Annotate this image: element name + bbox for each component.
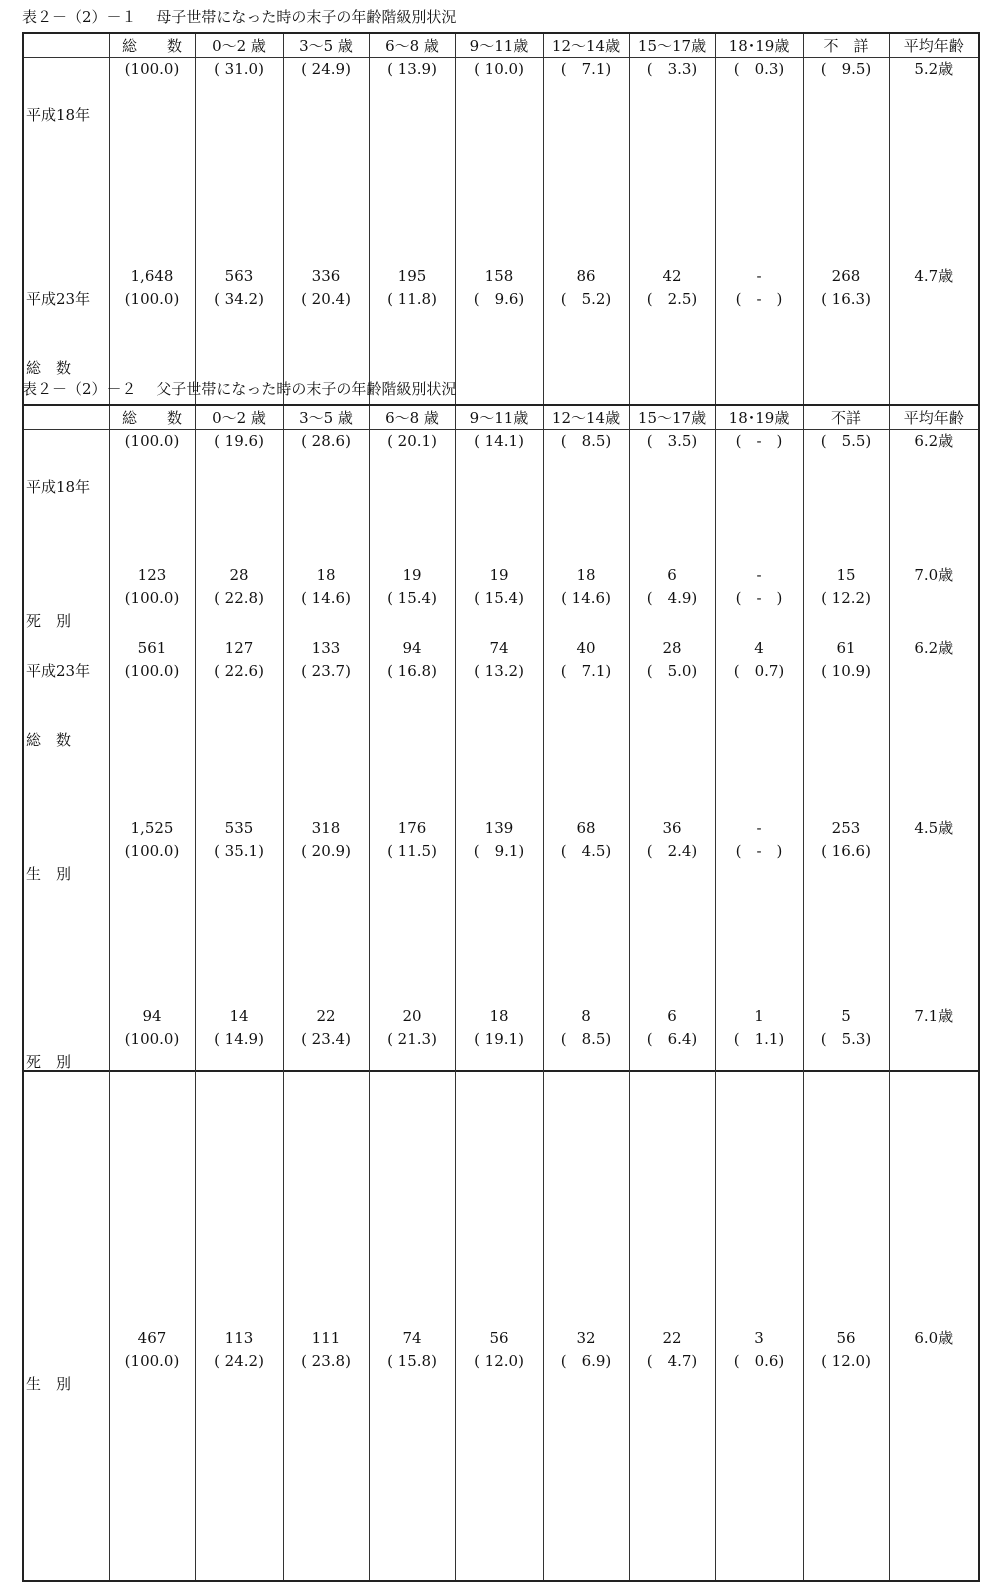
count-value: 74 — [489, 639, 509, 657]
header-cell: 平均年齢 — [889, 405, 979, 430]
data-cell — [543, 614, 629, 1005]
data-cell — [455, 58, 543, 243]
count-value: 5 — [841, 1007, 851, 1025]
count-value: 22 — [662, 1329, 682, 1347]
row-label-cell — [23, 430, 109, 615]
data-cell — [629, 1005, 715, 1327]
pct-value: (100.0) — [124, 1352, 180, 1370]
count-value: 4 — [754, 639, 764, 657]
count-value: 15 — [836, 566, 856, 584]
count-value: 318 — [311, 819, 341, 837]
pct-value: ( 28.6) — [301, 432, 351, 450]
pct-value: ( 23.7) — [301, 662, 351, 680]
count-value: 94 — [402, 639, 422, 657]
header-cell: 9～11歳 — [455, 33, 543, 58]
count-value: - — [756, 566, 762, 584]
pct-value: ( 35.1) — [214, 842, 264, 860]
header-cell: 平均年齢 — [889, 33, 979, 58]
data-cell — [195, 58, 283, 243]
data-cell — [283, 1327, 369, 1581]
pct-value: ( 9.5) — [820, 60, 872, 78]
count-value: 56 — [489, 1329, 509, 1347]
average-cell — [889, 58, 979, 243]
data-cell — [629, 58, 715, 243]
count-value: 61 — [836, 639, 856, 657]
data-cell — [109, 1005, 195, 1327]
count-value: 127 — [224, 639, 254, 657]
count-value: 195 — [397, 267, 427, 285]
count-value: 1,525 — [130, 819, 174, 837]
header-cell: 12～14歳 — [543, 33, 629, 58]
pct-value: ( 14.9) — [214, 1030, 264, 1048]
pct-value: ( 20.1) — [387, 432, 437, 450]
header-cell: 15～17歳 — [629, 33, 715, 58]
count-value: - — [756, 267, 762, 285]
average-value: 7.0歳 — [914, 566, 954, 584]
count-value: 563 — [224, 267, 254, 285]
pct-value: ( 6.9) — [560, 1352, 612, 1370]
count-value: 18 — [316, 566, 336, 584]
row-label-line: 生 別 — [26, 1375, 72, 1393]
header-cell: 不詳 — [803, 405, 889, 430]
pct-value: ( 0.7) — [733, 662, 785, 680]
count-value: 6 — [667, 1007, 677, 1025]
pct-value: ( 24.9) — [301, 60, 351, 78]
table-2-header-row — [23, 405, 979, 430]
pct-value: ( 11.5) — [387, 842, 437, 860]
pct-value: ( 19.1) — [474, 1030, 524, 1048]
data-cell — [455, 1005, 543, 1327]
pct-value: ( 19.6) — [214, 432, 264, 450]
pct-value: ( 21.3) — [387, 1030, 437, 1048]
pct-value: ( 12.0) — [821, 1352, 871, 1370]
row-label-line: 死 別 — [26, 1053, 72, 1071]
header-cell: 3～5 歳 — [283, 33, 369, 58]
pct-value: ( 16.6) — [821, 842, 871, 860]
count-value: 32 — [576, 1329, 596, 1347]
data-cell — [109, 614, 195, 1005]
row-label-line: 総 数 — [26, 731, 72, 749]
pct-value: ( 9.6) — [473, 290, 525, 308]
average-cell — [889, 430, 979, 615]
table-row — [23, 614, 979, 1005]
data-cell — [109, 58, 195, 243]
data-cell — [455, 430, 543, 615]
pct-value: ( 14.6) — [561, 589, 611, 607]
data-cell — [455, 1327, 543, 1581]
pct-value: ( 0.6) — [733, 1352, 785, 1370]
pct-value: (100.0) — [124, 432, 180, 450]
data-cell — [283, 614, 369, 1005]
data-cell — [283, 1005, 369, 1327]
pct-value: ( 16.3) — [821, 290, 871, 308]
data-cell — [283, 58, 369, 243]
pct-value: ( 3.3) — [646, 60, 698, 78]
pct-value: ( 12.0) — [474, 1352, 524, 1370]
header-cell: 18･19歳 — [715, 405, 803, 430]
count-value: 113 — [224, 1329, 254, 1347]
row-label-cell — [23, 614, 109, 1005]
count-value: 19 — [489, 566, 509, 584]
count-value: 467 — [137, 1329, 167, 1347]
pct-value: ( 13.2) — [474, 662, 524, 680]
data-cell — [629, 614, 715, 1005]
data-cell — [629, 1327, 715, 1581]
table-row — [23, 1005, 979, 1327]
pct-value: ( 22.8) — [214, 589, 264, 607]
data-cell — [803, 1327, 889, 1581]
header-cell: 0～2 歳 — [195, 405, 283, 430]
pct-value: (100.0) — [124, 60, 180, 78]
data-cell — [543, 58, 629, 243]
data-cell — [715, 614, 803, 1005]
pct-value: ( 10.0) — [474, 60, 524, 78]
pct-value: (100.0) — [124, 662, 180, 680]
header-cell: 15～17歳 — [629, 405, 715, 430]
pct-value: ( 1.1) — [733, 1030, 785, 1048]
data-cell — [629, 430, 715, 615]
row-label-cell — [23, 1005, 109, 1327]
data-cell — [715, 430, 803, 615]
pct-value: ( 24.2) — [214, 1352, 264, 1370]
row-label-line: 生 別 — [26, 865, 72, 883]
pct-value: ( - ) — [735, 842, 783, 860]
count-value: 158 — [484, 267, 514, 285]
pct-value: ( - ) — [735, 589, 783, 607]
pct-value: (100.0) — [124, 1030, 180, 1048]
data-cell — [543, 1005, 629, 1327]
count-value: 36 — [662, 819, 682, 837]
average-value: 7.1歳 — [914, 1007, 954, 1025]
count-value: 1 — [754, 1007, 764, 1025]
count-value: 8 — [581, 1007, 591, 1025]
pct-value: ( 8.5) — [560, 1030, 612, 1048]
pct-value: ( 11.8) — [387, 290, 437, 308]
pct-value: ( 22.6) — [214, 662, 264, 680]
pct-value: ( 23.4) — [301, 1030, 351, 1048]
data-cell — [283, 430, 369, 615]
count-value: 253 — [831, 819, 861, 837]
pct-value: ( 13.9) — [387, 60, 437, 78]
header-cell — [23, 33, 109, 58]
row-label-line: 平成18年 — [26, 106, 91, 124]
data-cell — [455, 614, 543, 1005]
pct-value: ( 6.4) — [646, 1030, 698, 1048]
header-cell: 総 数 — [109, 33, 195, 58]
count-value: 28 — [229, 566, 249, 584]
pct-value: ( 5.0) — [646, 662, 698, 680]
pct-value: ( 4.5) — [560, 842, 612, 860]
pct-value: ( 2.4) — [646, 842, 698, 860]
table-2-title: 表２－（2）－２ 父子世帯になった時の末子の年齢階級別状況 — [22, 380, 457, 398]
average-cell — [889, 1005, 979, 1327]
pct-value: ( 12.2) — [821, 589, 871, 607]
count-value: 19 — [402, 566, 422, 584]
pct-value: ( 4.7) — [646, 1352, 698, 1370]
pct-value: ( 3.5) — [646, 432, 698, 450]
data-cell — [715, 1327, 803, 1581]
count-value: 139 — [484, 819, 514, 837]
average-cell — [889, 614, 979, 1005]
count-value: 28 — [662, 639, 682, 657]
data-cell — [803, 614, 889, 1005]
pct-value: ( 20.4) — [301, 290, 351, 308]
pct-value: ( 16.8) — [387, 662, 437, 680]
count-value: 86 — [576, 267, 596, 285]
data-cell — [369, 1327, 455, 1581]
table-row — [23, 58, 979, 243]
row-label-line: 平成23年 — [26, 290, 91, 308]
pct-value: ( 8.5) — [560, 432, 612, 450]
count-value: - — [756, 819, 762, 837]
table-row — [23, 1327, 979, 1581]
count-value: 176 — [397, 819, 427, 837]
table-1-title: 表２－（2）－１ 母子世帯になった時の末子の年齢階級別状況 — [22, 8, 457, 26]
data-cell — [195, 1005, 283, 1327]
count-value: 68 — [576, 819, 596, 837]
data-cell — [369, 1005, 455, 1327]
pct-value: ( 7.1) — [560, 60, 612, 78]
header-cell: 18･19歳 — [715, 33, 803, 58]
count-value: 18 — [489, 1007, 509, 1025]
header-cell: 0～2 歳 — [195, 33, 283, 58]
count-value: 74 — [402, 1329, 422, 1347]
count-value: 94 — [142, 1007, 162, 1025]
row-label-cell — [23, 58, 109, 243]
count-value: 6 — [667, 566, 677, 584]
pct-value: ( 31.0) — [214, 60, 264, 78]
count-value: 133 — [311, 639, 341, 657]
table-1-header-row — [23, 33, 979, 58]
header-cell: 6～8 歳 — [369, 33, 455, 58]
pct-value: ( 15.8) — [387, 1352, 437, 1370]
data-cell — [543, 430, 629, 615]
row-label-line: 平成23年 — [26, 662, 91, 680]
pct-value: ( 14.1) — [474, 432, 524, 450]
count-value: 336 — [311, 267, 341, 285]
count-value: 268 — [831, 267, 861, 285]
data-cell — [803, 58, 889, 243]
pct-value: ( 4.9) — [646, 589, 698, 607]
pct-value: ( - ) — [735, 432, 783, 450]
count-value: 3 — [754, 1329, 764, 1347]
pct-value: (100.0) — [124, 589, 180, 607]
pct-value: ( 15.4) — [474, 589, 524, 607]
average-value: 6.2歳 — [914, 432, 954, 450]
header-cell: 3～5 歳 — [283, 405, 369, 430]
pct-value: ( 14.6) — [301, 589, 351, 607]
pct-value: ( 34.2) — [214, 290, 264, 308]
row-label-line: 総 数 — [26, 359, 72, 377]
count-value: 123 — [137, 566, 167, 584]
count-value: 18 — [576, 566, 596, 584]
header-cell: 総 数 — [109, 405, 195, 430]
header-cell: 12～14歳 — [543, 405, 629, 430]
row-label-cell — [23, 1327, 109, 1581]
data-cell — [195, 430, 283, 615]
pct-value: ( 5.2) — [560, 290, 612, 308]
count-value: 56 — [836, 1329, 856, 1347]
data-cell — [369, 58, 455, 243]
count-value: 42 — [662, 267, 682, 285]
row-label-line: 死 別 — [26, 612, 72, 630]
data-cell — [109, 1327, 195, 1581]
count-value: 561 — [137, 639, 167, 657]
average-value: 4.5歳 — [914, 819, 954, 837]
average-value: 5.2歳 — [914, 60, 954, 78]
average-value: 6.2歳 — [914, 639, 954, 657]
header-cell — [23, 405, 109, 430]
data-cell — [715, 1005, 803, 1327]
data-cell — [803, 430, 889, 615]
average-value: 6.0歳 — [914, 1329, 954, 1347]
pct-value: ( 7.1) — [560, 662, 612, 680]
pct-value: (100.0) — [124, 290, 180, 308]
count-value: 1,648 — [130, 267, 174, 285]
pct-value: ( 10.9) — [821, 662, 871, 680]
pct-value: ( 15.4) — [387, 589, 437, 607]
average-cell — [889, 1327, 979, 1581]
pct-value: ( 0.3) — [733, 60, 785, 78]
data-cell — [369, 430, 455, 615]
average-value: 4.7歳 — [914, 267, 954, 285]
row-label-line: 平成18年 — [26, 478, 91, 496]
pct-value: ( 5.3) — [820, 1030, 872, 1048]
count-value: 111 — [311, 1329, 341, 1347]
header-cell: 9～11歳 — [455, 405, 543, 430]
header-cell: 6～8 歳 — [369, 405, 455, 430]
pct-value: ( 20.9) — [301, 842, 351, 860]
data-cell — [803, 1005, 889, 1327]
data-cell — [109, 430, 195, 615]
table-2 — [22, 404, 980, 1582]
data-cell — [195, 614, 283, 1005]
pct-value: ( 2.5) — [646, 290, 698, 308]
count-value: 535 — [224, 819, 254, 837]
count-value: 40 — [576, 639, 596, 657]
pct-value: ( 9.1) — [473, 842, 525, 860]
data-cell — [715, 58, 803, 243]
pct-value: ( 23.8) — [301, 1352, 351, 1370]
pct-value: (100.0) — [124, 842, 180, 860]
table-row — [23, 430, 979, 615]
data-cell — [195, 1327, 283, 1581]
count-value: 14 — [229, 1007, 249, 1025]
count-value: 22 — [316, 1007, 336, 1025]
pct-value: ( 5.5) — [820, 432, 872, 450]
header-cell: 不 詳 — [803, 33, 889, 58]
pct-value: ( - ) — [735, 290, 783, 308]
data-cell — [543, 1327, 629, 1581]
count-value: 20 — [402, 1007, 422, 1025]
data-cell — [369, 614, 455, 1005]
